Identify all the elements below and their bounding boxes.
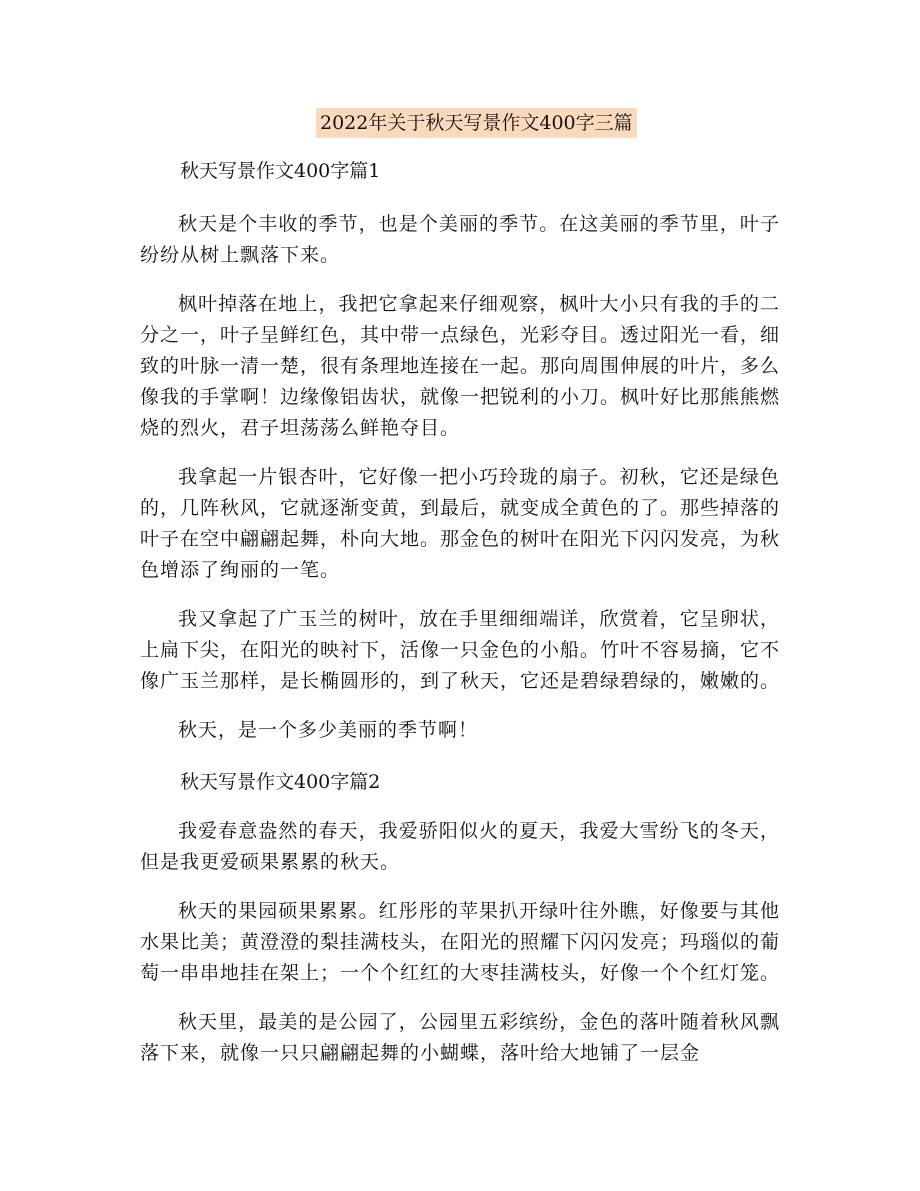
document-title: 2022年关于秋天写景作文400字三篇	[316, 108, 637, 138]
paragraph: 枫叶掉落在地上，我把它拿起来仔细观察，枫叶大小只有我的手的二分之一，叶子呈鲜红色，其中带一点绿色，光彩夺目。透过阳光一看，细致的叶脉一清一楚，很有条理地连接在一起。那向周围伸展的叶片，多么像我的手掌啊！边缘像铝齿状，就像一把锐利的小刀。枫叶好比那熊熊燃烧的烈火，君子坦荡荡么鲜艳夺目。	[140, 293, 781, 439]
paragraph: 秋天，是一个多少美丽的季节啊！	[178, 719, 479, 741]
paragraph: 我拿起一片银杏叶，它好像一把小巧玲珑的扇子。初秋，它还是绿色的，几阵秋风，它就逐渐变黄，到最后，就变成全黄色的了。那些掉落的叶子在空中翩翩起舞，朴向大地。那金色的树叶在阳光下闪闪发亮，为秋色增添了绚丽的一笔。	[140, 466, 781, 581]
section-heading-1: 秋天写景作文400字篇1	[180, 160, 381, 182]
paragraph: 秋天的果园硕果累累。红彤彤的苹果扒开绿叶往外瞧，好像要与其他水果比美；黄澄澄的梨挂满枝头，在阳光的照耀下闪闪发亮；玛瑙似的葡萄一串串地挂在架上；一个个红红的大枣挂满枝头，好像一个个红灯笼。	[140, 900, 781, 984]
section-heading-2: 秋天写景作文400字篇2	[180, 771, 381, 793]
paragraph: 秋天是个丰收的季节，也是个美丽的季节。在这美丽的季节里，叶子纷纷从树上飘落下来。	[140, 213, 780, 266]
paragraph: 我又拿起了广玉兰的树叶，放在手里细细端详，欣赏着，它呈卵状，上扁下尖，在阳光的映衬下，活像一只金色的小船。竹叶不容易摘，它不像广玉兰那样，是长椭圆形的，到了秋天，它还是碧绿碧绿的，嫩嫩的。	[140, 608, 781, 692]
paragraph: 秋天里，最美的是公园了，公园里五彩缤纷，金色的落叶随着秋风飘落下来，就像一只只翩翩起舞的小蝴蝶，落叶给大地铺了一层金	[140, 1011, 780, 1064]
document-body	[140, 155, 780, 1069]
paragraph: 我爱春意盎然的春天，我爱骄阳似火的夏天，我爱大雪纷飞的冬天，但是我更爱硕果累累的秋天。	[140, 820, 780, 873]
